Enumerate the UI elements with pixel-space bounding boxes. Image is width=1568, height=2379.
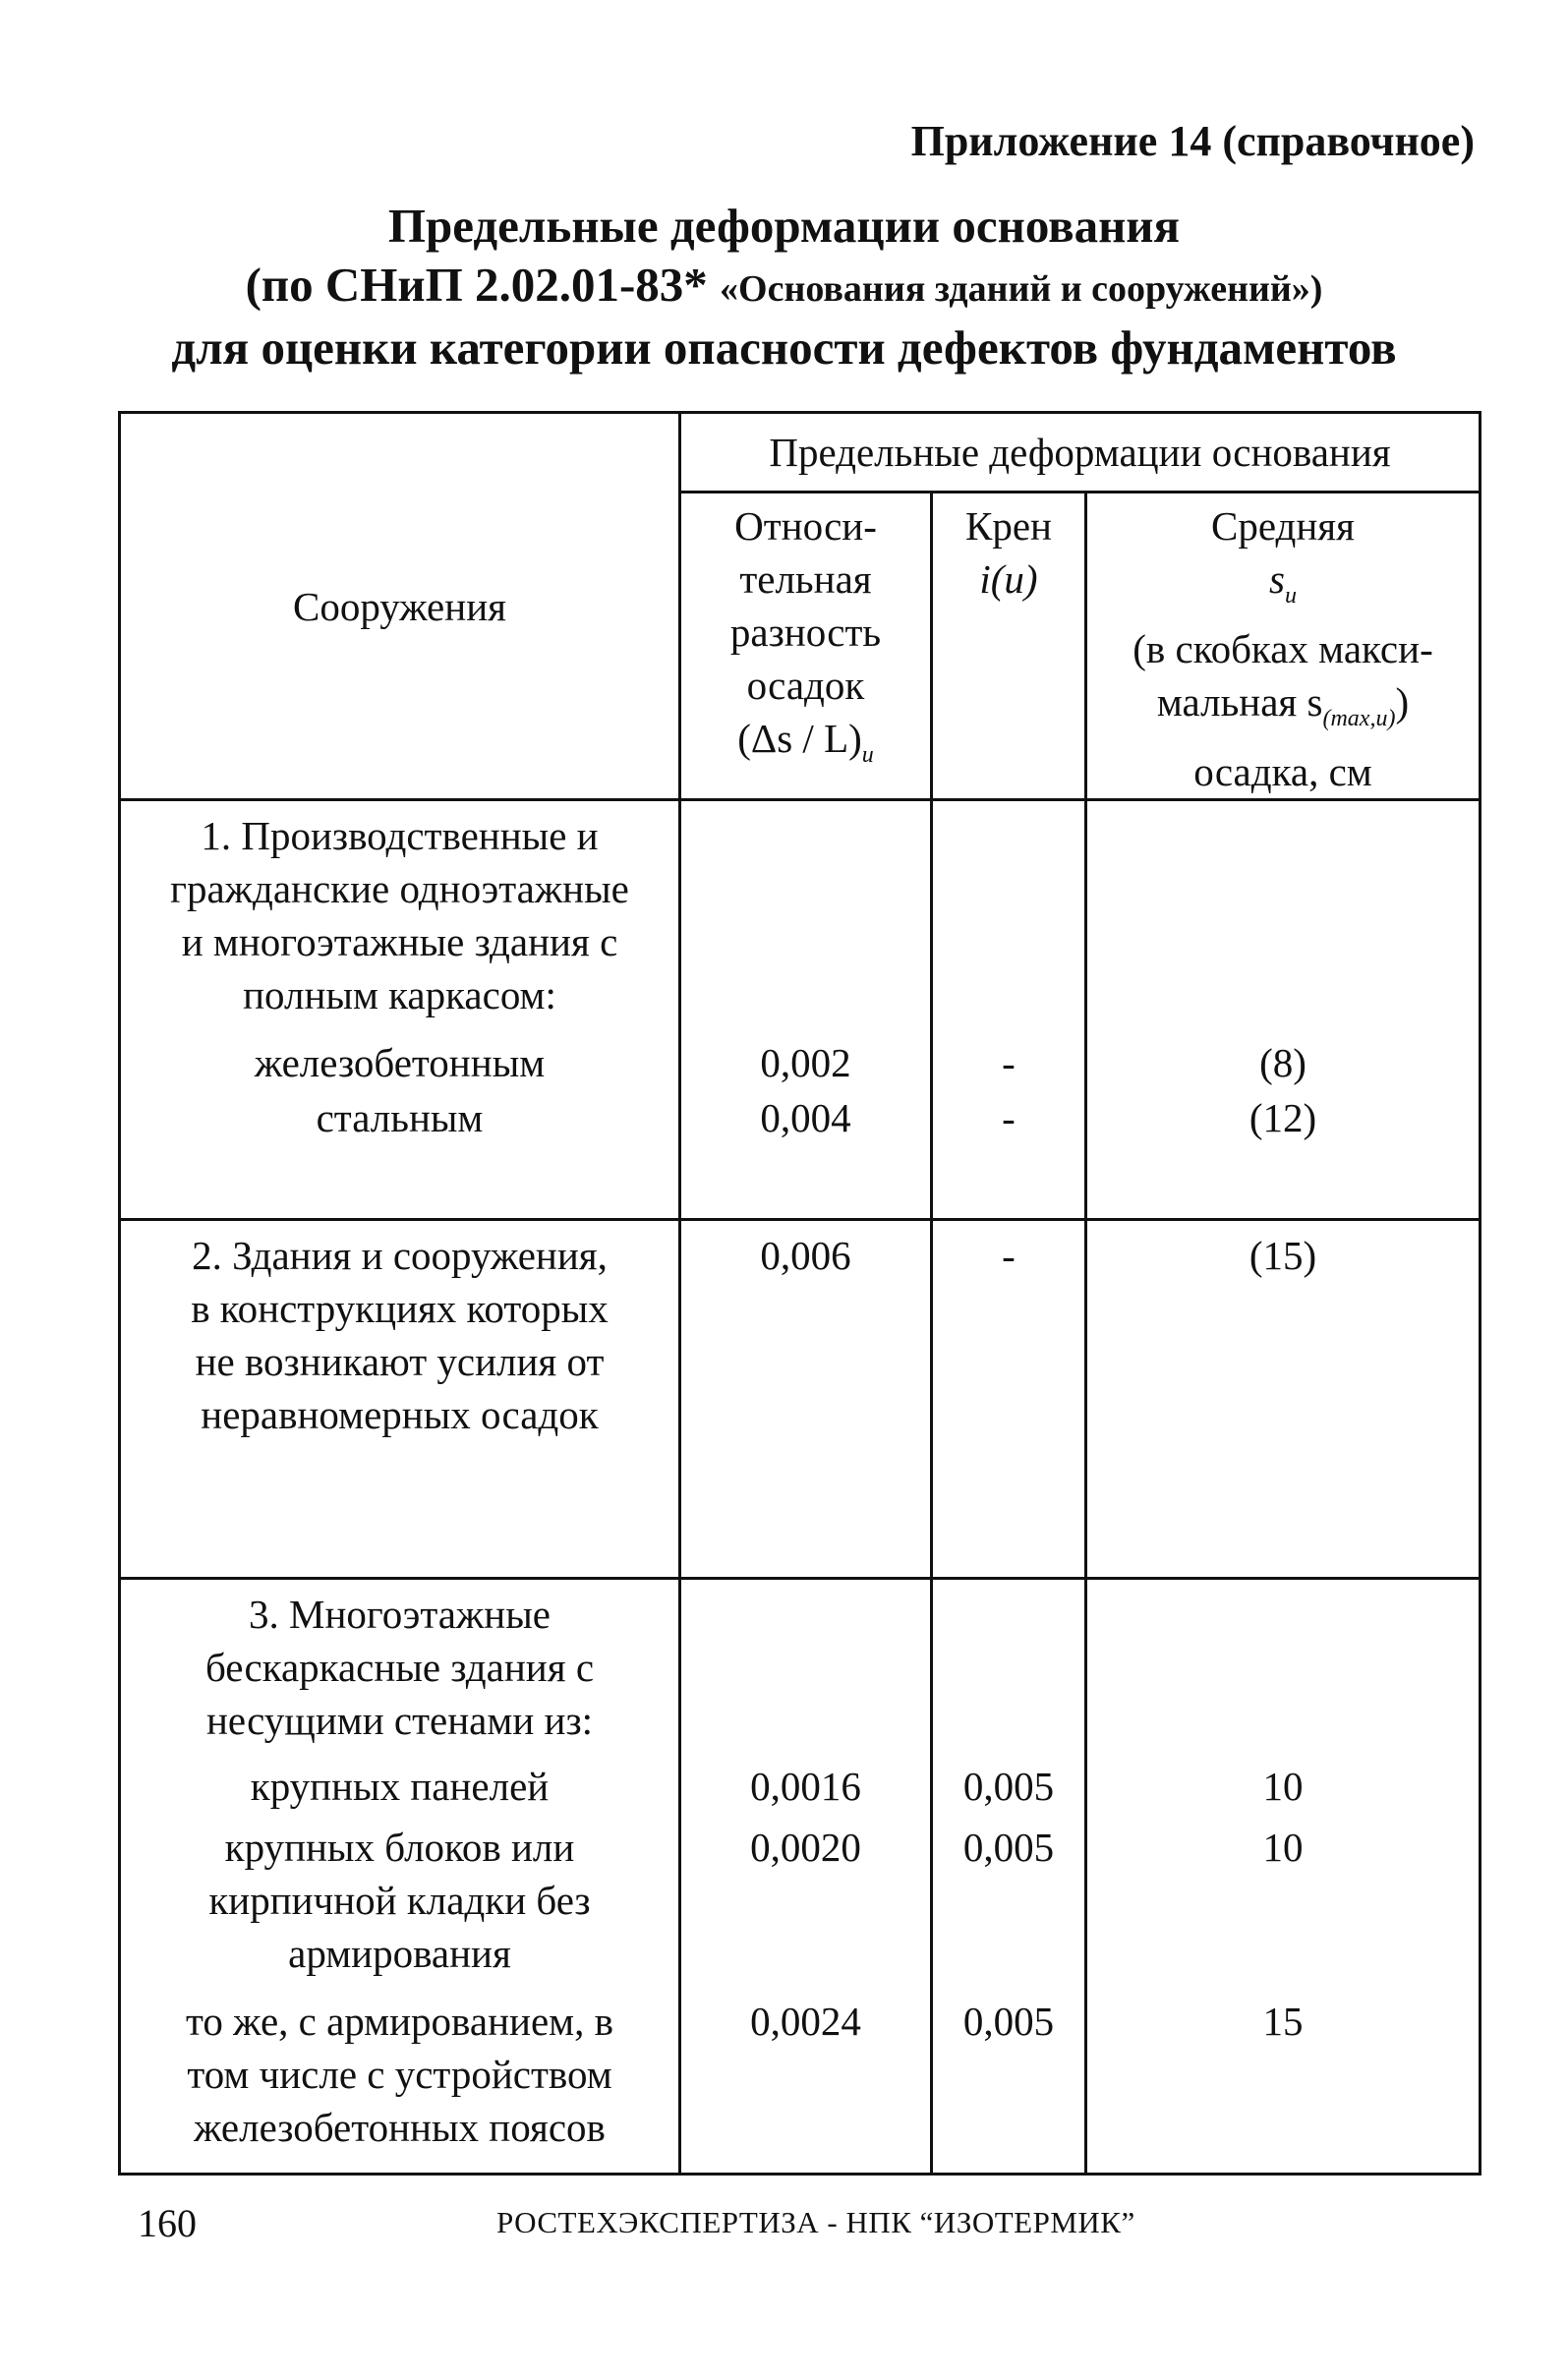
row-settlement: (15) (1086, 1219, 1481, 1578)
row-relative: 0,004 (680, 1091, 932, 1219)
row-tilt: 0,005 (932, 1815, 1086, 1988)
row-name: стальным (120, 1091, 680, 1219)
row-name: крупных панелей (120, 1756, 680, 1816)
table-row-group-3 (120, 1578, 1481, 1755)
row-relative: 0,006 (680, 1219, 932, 1578)
table-row (120, 1815, 1481, 1988)
table-row (120, 1756, 1481, 1816)
table-row-group-1 (120, 800, 1481, 1033)
row-relative: 0,0024 (680, 1989, 932, 2175)
title-line-1: Предельные деформации основания (387, 199, 1181, 253)
table-row (120, 1091, 1481, 1219)
group-2-title: 2. Здания и сооружения, в конструкциях которых не возникают усилия от неравномерных осадок (120, 1219, 680, 1578)
row-settlement: 10 (1086, 1815, 1481, 1988)
col-header-tilt: Крен i(u) (932, 493, 1086, 800)
row-name: то же, с армированием, в том числе с устройством железобетонных поясов (120, 1989, 680, 2175)
row-settlement: 10 (1086, 1756, 1481, 1816)
row-name: железобетонным (120, 1032, 680, 1091)
title-line-2 (0, 256, 1568, 319)
row-tilt: 0,005 (932, 1989, 1086, 2175)
row-name: крупных блоков или кирпичной кладки без армирования (120, 1815, 680, 1988)
row-settlement: (12) (1086, 1091, 1481, 1219)
row-relative: 0,0020 (680, 1815, 932, 1988)
row-tilt: - (932, 1091, 1086, 1219)
table-row-group-2 (120, 1219, 1481, 1578)
col-header-relative: Относи- тельная разность осадок $(\Delta s / L)_u$ (680, 493, 932, 800)
col-header-settlement: Средняя $s_u$ (в скобках макси- мальная $s_{(max,u)}$) осадка, см (1086, 493, 1481, 800)
group-1-title: 1. Производственные и гражданские одноэтажные и многоэтажные здания с полным каркасом: (120, 800, 680, 1033)
col-header-group: Предельные деформации основания (680, 413, 1481, 493)
page-number: 160 (138, 2201, 197, 2245)
row-settlement: (8) (1086, 1032, 1481, 1091)
row-tilt: - (932, 1032, 1086, 1091)
appendix-label: Приложение 14 (справочное) (910, 117, 1475, 165)
title-line-2-norm: (по СНиП 2.02.01-83* (245, 258, 721, 312)
table-row (120, 1989, 1481, 2175)
title-line-3: для оценки категории опасности дефектов фундаментов (171, 320, 1397, 375)
deformation-table (118, 411, 1481, 2176)
document-title (0, 197, 1568, 377)
row-tilt: - (932, 1219, 1086, 1578)
row-relative: 0,0016 (680, 1756, 932, 1816)
row-relative: 0,002 (680, 1032, 932, 1091)
row-tilt: 0,005 (932, 1756, 1086, 1816)
group-3-title: 3. Многоэтажные бескаркасные здания с несущими стенами из: (120, 1578, 680, 1755)
table-row (120, 1032, 1481, 1091)
row-settlement: 15 (1086, 1989, 1481, 2175)
publisher-footer: РОСТЕХЭКСПЕРТИЗА - НПК “ИЗОТЕРМИК” (496, 2205, 1135, 2239)
col-header-structures: Сооружения (120, 413, 680, 800)
title-line-2-norm-name: «Основания зданий и сооружений») (720, 268, 1323, 310)
